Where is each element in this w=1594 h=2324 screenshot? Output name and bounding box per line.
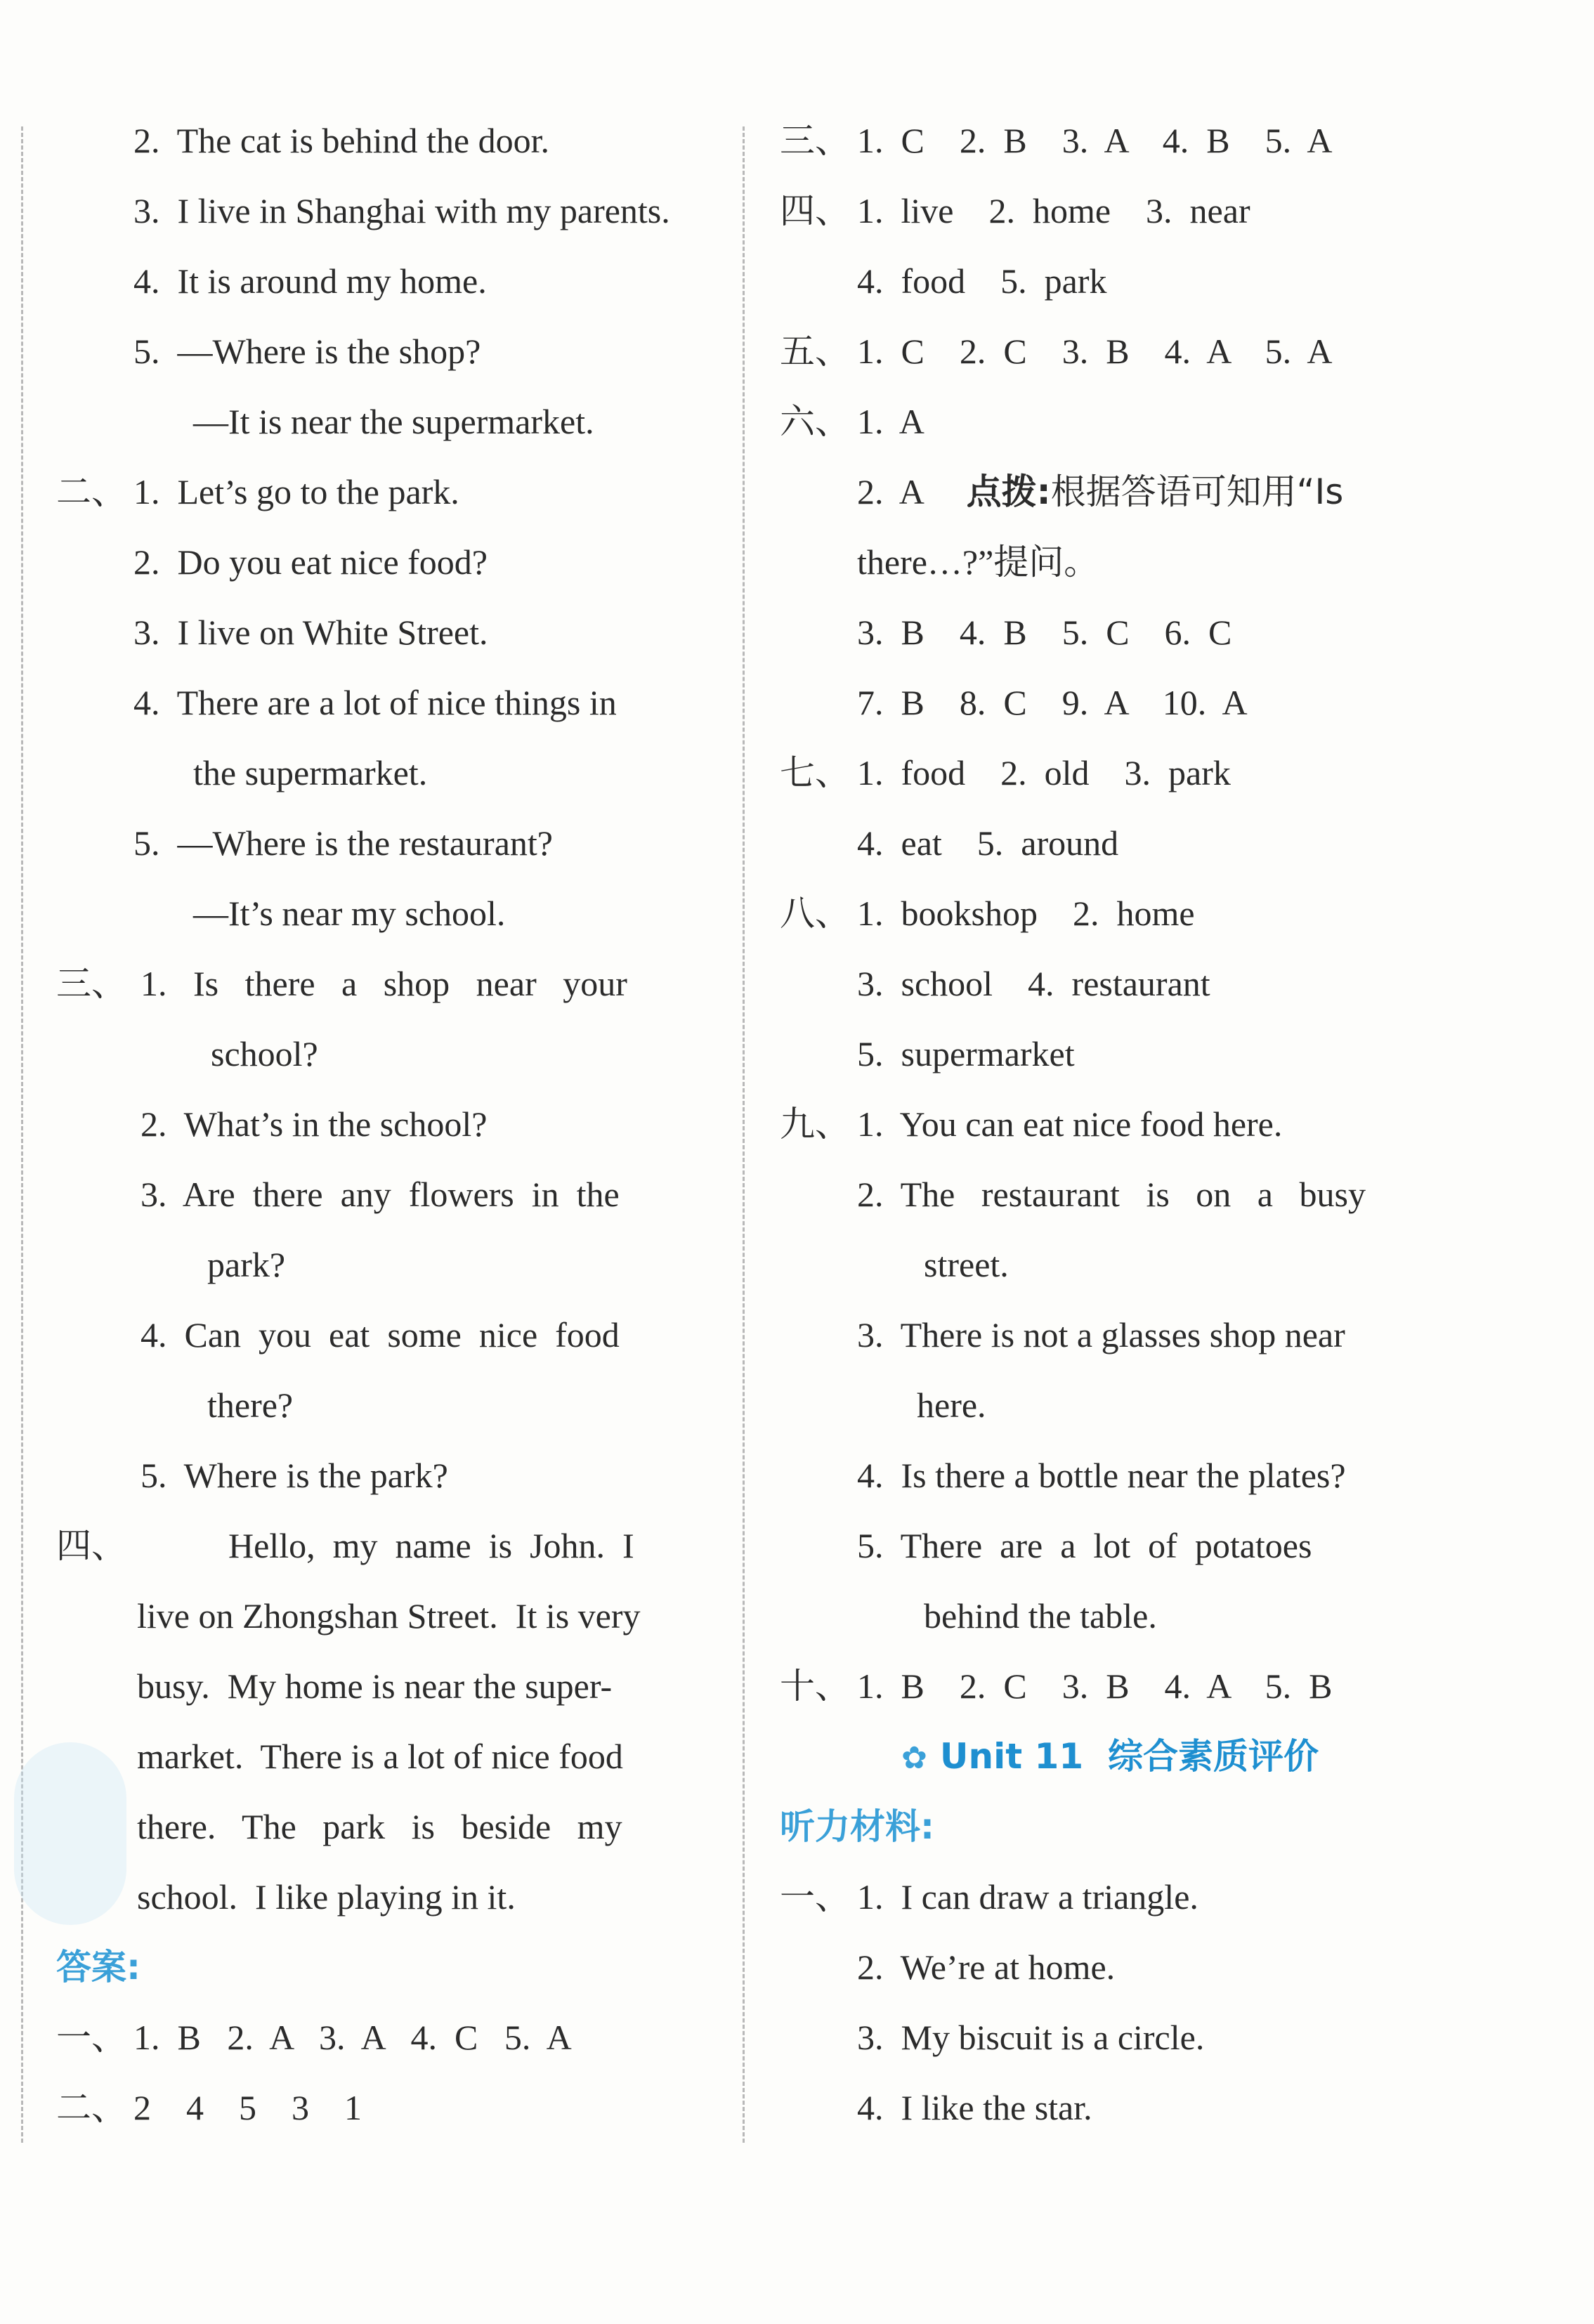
listening-heading: 听力材料: xyxy=(780,1806,934,1847)
line-body: 4. Is there a bottle near the plates? xyxy=(857,1456,1346,1495)
line-text xyxy=(133,246,487,316)
line-text xyxy=(857,2072,1092,2143)
text-line xyxy=(780,738,1440,808)
section-number: 五、 xyxy=(780,331,850,372)
line-body: 1. bookshop 2. home xyxy=(857,894,1195,933)
text-line xyxy=(780,878,1440,948)
text-line xyxy=(56,1862,710,1932)
line-body: street. xyxy=(924,1245,1009,1284)
text-line xyxy=(56,1229,710,1300)
text-line xyxy=(780,105,1440,176)
line-body: 4. There are a lot of nice things in xyxy=(133,683,617,722)
text-line xyxy=(56,1651,710,1721)
line-text xyxy=(857,1019,1075,1089)
text-line xyxy=(56,176,710,246)
text-line xyxy=(56,316,710,386)
line-text xyxy=(133,597,488,667)
line-body: —It is near the supermarket. xyxy=(193,402,594,441)
answer-heading: 答案: xyxy=(56,1947,141,1987)
text-line xyxy=(56,1581,710,1651)
line-body: 2 4 5 3 1 xyxy=(133,2088,362,2127)
section-number: 一、 xyxy=(56,2017,126,2058)
section-number: 三、 xyxy=(780,120,850,161)
line-text xyxy=(857,597,1232,667)
line-text xyxy=(141,948,627,1019)
text-line xyxy=(56,527,710,597)
text-line xyxy=(780,948,1440,1019)
line-body: —It’s near my school. xyxy=(193,894,506,933)
text-line xyxy=(56,246,710,316)
line-text xyxy=(193,386,594,457)
unit-title-cn: 综合素质评价 xyxy=(1107,1736,1319,1777)
text-line xyxy=(56,878,710,948)
section-number: 二、 xyxy=(56,2087,126,2128)
text-line xyxy=(56,105,710,176)
line-text xyxy=(133,316,481,386)
line-body: 1. Let’s go to the park. xyxy=(133,472,459,511)
line-text xyxy=(857,1089,1282,1159)
text-line xyxy=(780,808,1440,878)
line-body: 2. The cat is behind the door. xyxy=(133,121,550,160)
line-text xyxy=(133,2072,362,2143)
line-body: there…?”提问。 xyxy=(857,542,1099,582)
line-text xyxy=(857,457,1343,527)
line-body: 1. You can eat nice food here. xyxy=(857,1104,1283,1144)
text-line xyxy=(780,1510,1440,1581)
line-text xyxy=(924,1229,1009,1300)
left-column xyxy=(56,105,710,2143)
line-body: 5. supermarket xyxy=(857,1034,1075,1073)
line-text xyxy=(857,1440,1346,1510)
line-text xyxy=(133,105,549,176)
line-body: 4. I like the star. xyxy=(857,2088,1092,2127)
text-line xyxy=(780,316,1440,386)
line-text xyxy=(193,738,427,808)
line-body: park? xyxy=(207,1245,286,1284)
text-line xyxy=(56,1510,710,1581)
line-text xyxy=(137,1862,516,1932)
line-body: 3. school 4. restaurant xyxy=(857,964,1210,1003)
text-line xyxy=(56,808,710,878)
line-text xyxy=(133,176,670,246)
section-number: 八、 xyxy=(780,893,850,934)
line-body: 2. The restaurant is on a busy xyxy=(857,1175,1366,1214)
text-line xyxy=(780,2072,1440,2143)
line-text xyxy=(857,105,1333,176)
line-text xyxy=(857,386,925,457)
line-text xyxy=(133,667,617,738)
text-line xyxy=(780,2002,1440,2072)
text-line xyxy=(780,597,1440,667)
section-number: 四、 xyxy=(780,190,850,231)
line-text xyxy=(133,2002,572,2072)
line-text xyxy=(857,316,1333,386)
line-body: 3. I live in Shanghai with my parents. xyxy=(133,191,670,230)
section-number: 十、 xyxy=(780,1666,850,1706)
line-body: 7. B 8. C 9. A 10. A xyxy=(857,683,1248,722)
text-line xyxy=(780,1089,1440,1159)
line-text xyxy=(211,1019,318,1089)
line-body: 2. What’s in the school? xyxy=(141,1104,488,1144)
line-text xyxy=(857,1510,1312,1581)
text-line xyxy=(780,1932,1440,2002)
line-text xyxy=(857,1300,1345,1370)
line-text xyxy=(228,1510,634,1581)
text-line xyxy=(780,1651,1440,1721)
text-line xyxy=(780,386,1440,457)
line-text xyxy=(857,738,1231,808)
text-line xyxy=(780,457,1440,527)
line-body: school. I like playing in it. xyxy=(137,1877,516,1917)
line-body: 1. B 2. A 3. A 4. C 5. A xyxy=(133,2018,572,2057)
line-body: 1. C 2. C 3. B 4. A 5. A xyxy=(857,332,1333,371)
text-line xyxy=(56,738,710,808)
line-text xyxy=(133,808,553,878)
line-text xyxy=(857,1932,1115,2002)
line-body: 3. B 4. B 5. C 6. C xyxy=(857,613,1232,652)
text-line xyxy=(780,527,1440,597)
line-body: 1. live 2. home 3. near xyxy=(857,191,1250,230)
section-number: 一、 xyxy=(780,1876,850,1917)
line-text xyxy=(857,878,1195,948)
line-body: busy. My home is near the super- xyxy=(137,1666,613,1706)
line-text xyxy=(857,948,1210,1019)
line-body: 2. We’re at home. xyxy=(857,1947,1116,1987)
line-text xyxy=(141,1440,448,1510)
line-text xyxy=(141,1159,620,1229)
line-body: 4. Can you eat some nice food xyxy=(141,1315,620,1354)
line-text xyxy=(924,1581,1157,1651)
line-body: market. There is a lot of nice food xyxy=(137,1737,623,1776)
text-line xyxy=(56,1370,710,1440)
line-body: 3. There is not a glasses shop near xyxy=(857,1315,1345,1354)
line-body: 5. —Where is the restaurant? xyxy=(133,823,553,863)
line-text xyxy=(857,1159,1366,1229)
section-number: 九、 xyxy=(780,1104,850,1144)
line-body: school? xyxy=(211,1034,318,1073)
tip-label: 点拨: xyxy=(966,471,1051,512)
text-line xyxy=(56,1089,710,1159)
line-body: 4. It is around my home. xyxy=(133,261,487,301)
line-body: live on Zhongshan Street. It is very xyxy=(137,1596,641,1636)
line-body: 1. A xyxy=(857,402,925,441)
text-line xyxy=(56,1300,710,1370)
line-body: 3. Are there any flowers in the xyxy=(141,1175,620,1214)
section-number: 二、 xyxy=(56,471,126,512)
text-line xyxy=(780,1229,1440,1300)
line-text xyxy=(207,1229,285,1300)
text-line xyxy=(56,597,710,667)
text-line xyxy=(56,1159,710,1229)
line-text xyxy=(857,2002,1204,2072)
line-body: 1. B 2. C 3. B 4. A 5. B xyxy=(857,1666,1333,1706)
text-line xyxy=(780,1159,1440,1229)
line-text xyxy=(137,1581,641,1651)
line-body: 1. food 2. old 3. park xyxy=(857,753,1231,792)
text-line xyxy=(56,386,710,457)
line-text xyxy=(141,1300,620,1370)
line-body: 5. Where is the park? xyxy=(141,1456,448,1495)
line-text xyxy=(857,667,1248,738)
line-text xyxy=(857,246,1107,316)
line-text xyxy=(857,1862,1198,1932)
text-line xyxy=(780,1019,1440,1089)
text-line xyxy=(56,457,710,527)
text-line xyxy=(56,667,710,738)
line-body: 2. Do you eat nice food? xyxy=(133,542,488,582)
paw-icon: ✿ xyxy=(901,1740,927,1776)
line-text xyxy=(857,527,1099,597)
line-body: 5. —Where is the shop? xyxy=(133,332,481,371)
line-body: there. The park is beside my xyxy=(137,1807,622,1846)
line-text xyxy=(857,1651,1333,1721)
line-text xyxy=(207,1370,293,1440)
line-body: 1. Is there a shop near your xyxy=(141,964,627,1003)
section-number: 四、 xyxy=(56,1525,126,1566)
column-divider xyxy=(743,126,745,2143)
line-body: the supermarket. xyxy=(193,753,428,792)
line-body: 1. C 2. B 3. A 4. B 5. A xyxy=(857,121,1333,160)
line-text xyxy=(137,1721,623,1791)
text-line xyxy=(780,1581,1440,1651)
text-line xyxy=(56,2072,710,2143)
tip-text: 根据答语可知用“Is xyxy=(1050,471,1344,512)
text-line xyxy=(780,176,1440,246)
line-text xyxy=(137,1791,622,1862)
line-body: here. xyxy=(917,1385,986,1425)
line-text xyxy=(141,1089,487,1159)
line-body: Hello, my name is John. I xyxy=(228,1526,634,1565)
right-column xyxy=(780,105,1440,2143)
text-line xyxy=(780,667,1440,738)
section-number: 七、 xyxy=(780,752,850,793)
line-text xyxy=(857,176,1250,246)
line-text xyxy=(917,1370,986,1440)
text-line xyxy=(780,1862,1440,1932)
section-number: 六、 xyxy=(780,401,850,442)
text-line xyxy=(56,948,710,1019)
line-body: there? xyxy=(207,1385,294,1425)
line-text xyxy=(193,878,505,948)
line-body: 3. My biscuit is a circle. xyxy=(857,2018,1205,2057)
line-body: 3. I live on White Street. xyxy=(133,613,488,652)
text-line xyxy=(56,2002,710,2072)
text-line xyxy=(780,1370,1440,1440)
text-line xyxy=(56,1721,710,1791)
line-text xyxy=(133,457,459,527)
text-line xyxy=(780,246,1440,316)
line-body: 2. A xyxy=(857,472,923,511)
text-line xyxy=(56,1440,710,1510)
line-body: 4. eat 5. around xyxy=(857,823,1119,863)
line-text xyxy=(133,527,488,597)
unit-title xyxy=(780,1721,1440,1791)
text-line xyxy=(780,1440,1440,1510)
line-text xyxy=(137,1651,612,1721)
text-line xyxy=(780,1300,1440,1370)
line-body: behind the table. xyxy=(924,1596,1157,1636)
line-text xyxy=(857,808,1118,878)
line-body: 4. food 5. park xyxy=(857,261,1107,301)
text-line xyxy=(56,1791,710,1862)
line-body: 1. I can draw a triangle. xyxy=(857,1877,1198,1917)
line-body: 5. There are a lot of potatoes xyxy=(857,1526,1312,1565)
section-number: 三、 xyxy=(56,963,126,1004)
text-line xyxy=(56,1019,710,1089)
unit-title-en: Unit 11 xyxy=(939,1736,1084,1777)
